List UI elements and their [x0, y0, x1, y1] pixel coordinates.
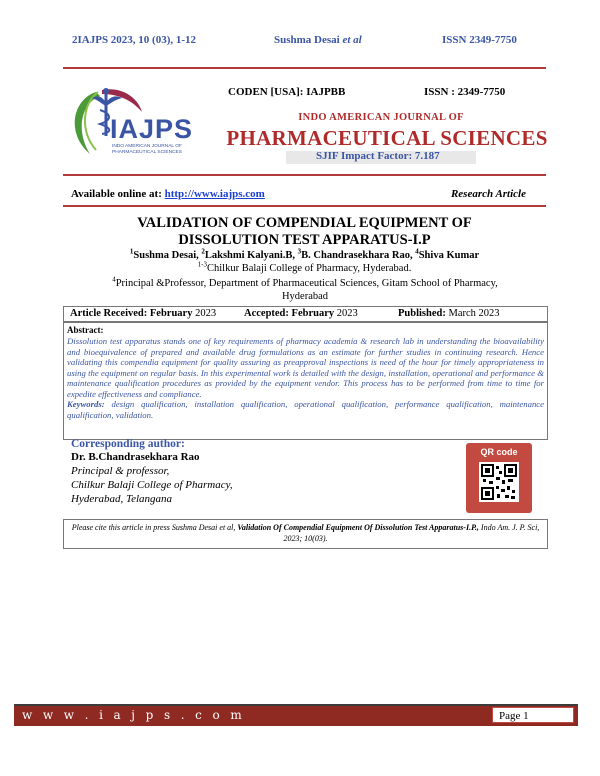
citation-prefix: Please cite this article in press Sushma Desai et al,: [71, 523, 236, 532]
abstract-label: Abstract:: [67, 325, 104, 335]
article-dates: [63, 306, 548, 322]
logo-subtext-line2: PHARMACEUTICAL SCIENCES: [112, 149, 182, 155]
article-type: Research Article: [450, 188, 526, 200]
header-divider: [63, 67, 546, 69]
author-1: Sushma Desai,: [133, 250, 202, 261]
received-label: Article Received:: [70, 308, 148, 319]
citation-title: Validation Of Compendial Equipment Of Dissolution Test Apparatus-I.P.,: [237, 523, 479, 532]
coden: CODEN [USA]: IAJPBB: [228, 86, 346, 98]
masthead-issn: ISSN : 2349-7750: [424, 86, 506, 98]
qr-code-box: [466, 443, 532, 513]
abstract-text: [67, 336, 544, 420]
accepted-year: 2023: [336, 308, 358, 319]
journal-name-small: INDO AMERICAN JOURNAL OF: [298, 112, 464, 123]
article-title-line2: DISSOLUTION TEST APPARATUS-I.P: [178, 232, 431, 248]
author-2-sup: 2: [201, 247, 205, 256]
citation-box: [63, 519, 548, 549]
received-year: 2023: [195, 308, 217, 319]
logo-subtext: [112, 144, 182, 155]
author-list: [63, 247, 546, 261]
keywords-label: Keywords:: [67, 399, 105, 409]
availability: [71, 188, 265, 200]
accepted-date: [244, 308, 358, 319]
running-header-issn: ISSN 2349-7750: [442, 34, 517, 46]
journal-name-large: PHARMACEUTICAL SCIENCES: [226, 126, 548, 150]
abstract-box: [63, 322, 548, 440]
availability-label: Available online at:: [71, 188, 162, 200]
page-footer: [14, 704, 578, 726]
running-header-name: Sushma Desai: [274, 34, 340, 46]
author-2: Lakshmi Kalyani.B,: [204, 250, 298, 261]
corresponding-author-name: Dr. B.Chandrasekhara Rao: [71, 451, 200, 463]
published-label: Published:: [398, 308, 446, 319]
published-value: March 2023: [448, 308, 500, 319]
running-header-etal: et al: [342, 34, 362, 46]
qr-code-label: QR code: [480, 447, 518, 457]
abstract-body: Dissolution test apparatus stands one of key requirements of pharmacy academia & research lab in understanding the bioavailability and bioequivalence of prepared and available drug formulations as an estimate for further studies in continuing research. Hence validating this compendia equipment for quality assuring as preapproval inspections is need of the hour for timely appropriateness in using the equipment on regular basis. In this experimental work is detailed with the design, installation, operational and performance & maintenance qualification procedures as provided by the equipment vendor. This process has to be performed from time to time for expedite effectiveness and compliance.: [67, 336, 544, 399]
corresponding-author-label: Corresponding author:: [71, 438, 185, 450]
running-header-left: 2IAJPS 2023, 10 (03), 1-12: [72, 34, 197, 46]
article-title-line1: VALIDATION OF COMPENDIAL EQUIPMENT OF: [137, 215, 472, 231]
masthead-divider: [63, 174, 546, 176]
keywords-list: design qualification, installation qualification, operational qualification, performance qualification, maintenance qualification, validation.: [67, 399, 545, 420]
corresponding-author-line2: Chilkur Balaji College of Pharmacy,: [71, 479, 233, 491]
journal-logo: [62, 84, 202, 164]
author-1-sup: 1: [129, 247, 134, 256]
author-4: Shiva Kumar: [418, 250, 480, 261]
running-header-author: [274, 34, 362, 46]
corresponding-author-line1: Principal & professor,: [71, 465, 170, 477]
published-date: [398, 308, 500, 319]
article-title: [63, 215, 546, 249]
journal-url-link[interactable]: http://www.iajps.com: [164, 188, 265, 200]
received-month: February: [149, 308, 193, 319]
accepted-month: February: [291, 308, 335, 319]
page-number: Page 1: [492, 707, 574, 723]
author-3-sup: 3: [297, 247, 302, 256]
affiliation-2-text: Principal &Professor, Department of Pharmaceutical Sciences, Gitam School of Pharmacy, Hyderabad: [115, 278, 498, 302]
availability-divider: [63, 205, 546, 207]
footer-url: w w w . i a j p s . c o m: [22, 708, 246, 722]
logo-subtext-line1: INDO AMERICAN JOURNAL OF: [112, 144, 182, 149]
author-3: B. Chandrasekhara Rao,: [301, 250, 416, 261]
logo-text: IAJPS: [110, 114, 194, 144]
sjif-impact-factor: SJIF Impact Factor: 7.187: [316, 150, 440, 162]
received-date: [70, 308, 216, 319]
affiliation-1-text: Chilkur Balaji College of Pharmacy, Hyderabad.: [207, 263, 412, 274]
corresponding-author-line3: Hyderabad, Telangana: [71, 493, 173, 505]
accepted-label: Accepted:: [244, 308, 289, 319]
author-4-sup: 4: [415, 247, 419, 256]
affiliation-1: [63, 260, 546, 274]
affiliation-2: [90, 277, 520, 303]
affiliation-2-sup: 4: [112, 275, 116, 284]
qr-code-icon[interactable]: [479, 462, 519, 502]
citation-suffix: Indo Am. J. P. Sci, 2023; 10(03).: [283, 523, 540, 543]
affiliation-1-sup: 1-3: [197, 260, 208, 269]
